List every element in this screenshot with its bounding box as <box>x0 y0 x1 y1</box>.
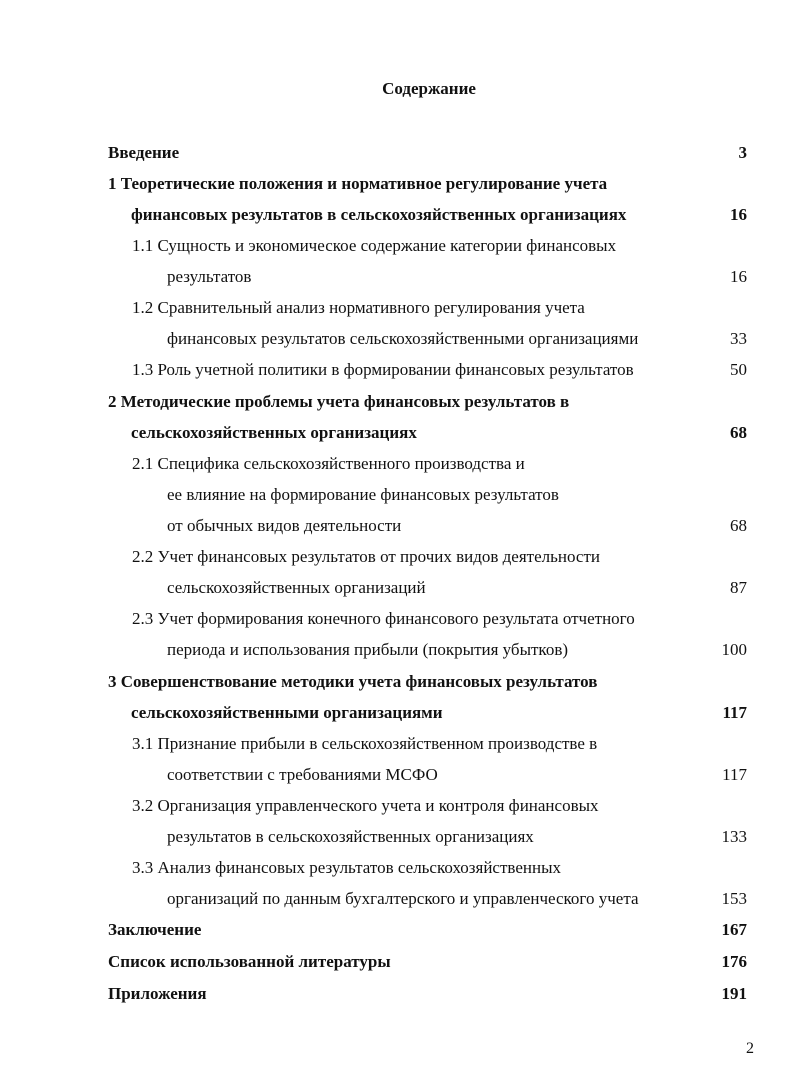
toc-entry-text: 1.3 Роль учетной политики в формировании финансовых результатов <box>132 360 634 379</box>
toc-entry-page: 167 <box>721 920 747 939</box>
toc-entry-2-3-cont <box>0 640 795 664</box>
toc-entry-text: сельскохозяйственными организациями <box>131 703 443 722</box>
toc-entry-text: 3 Совершенствование методики учета финансовых результатов <box>108 672 598 691</box>
toc-entry-text: Заключение <box>108 920 202 939</box>
toc-entry-text: организаций по данным бухгалтерского и управленческого учета <box>167 889 639 908</box>
toc-entry-text: 3.3 Анализ финансовых результатов сельскохозяйственных <box>132 858 561 877</box>
toc-entry-introduction <box>0 143 795 167</box>
toc-entry-text: периода и использования прибыли (покрытия убытков) <box>167 640 569 659</box>
toc-entry-page: 50 <box>730 360 747 379</box>
toc-entry-chapter-1 <box>0 174 795 198</box>
toc-entry-chapter-3-cont <box>0 703 795 727</box>
toc-entry-text: 1.2 Сравнительный анализ нормативного регулирования учета <box>132 298 585 317</box>
toc-entry-1-2-cont <box>0 329 795 353</box>
toc-entry-text: финансовых результатов в сельскохозяйственных организациях <box>131 205 627 224</box>
toc-entry-page: 16 <box>730 267 747 286</box>
toc-entry-text: финансовых результатов сельскохозяйственными организациями <box>167 329 639 348</box>
toc-entry-3-2-cont <box>0 827 795 851</box>
toc-entry-2-1-cont <box>0 516 795 540</box>
toc-entry-page: 153 <box>721 889 747 908</box>
toc-entry-text: Приложения <box>108 984 207 1003</box>
toc-entry-2-1-cont <box>0 485 795 509</box>
toc-entry-2-2 <box>0 547 795 571</box>
toc-entry-text: сельскохозяйственных организациях <box>131 423 417 442</box>
toc-entry-page: 33 <box>730 329 747 348</box>
toc-entry-2-2-cont <box>0 578 795 602</box>
toc-entry-text: 2.3 Учет формирования конечного финансового результата отчетного <box>132 609 635 628</box>
toc-entry-page: 100 <box>721 640 747 659</box>
toc-entry-page: 68 <box>730 516 747 535</box>
toc-entry-chapter-3 <box>0 672 795 696</box>
toc-entry-1-3 <box>0 360 795 384</box>
toc-entry-page: 133 <box>721 827 747 846</box>
toc-entry-3-1-cont <box>0 765 795 789</box>
toc-entry-text: соответствии с требованиями МСФО <box>167 765 438 784</box>
toc-entry-bibliography <box>0 952 795 976</box>
toc-entry-2-1 <box>0 454 795 478</box>
toc-entry-text: 1.1 Сущность и экономическое содержание категории финансовых <box>132 236 617 255</box>
toc-entry-text: результатов в сельскохозяйственных организациях <box>167 827 534 846</box>
toc-entry-chapter-1-cont <box>0 205 795 229</box>
toc-entry-chapter-2 <box>0 392 795 416</box>
toc-entry-2-3 <box>0 609 795 633</box>
toc-entry-3-1 <box>0 734 795 758</box>
toc-entry-page: 68 <box>730 423 747 442</box>
toc-entry-text: 2.1 Специфика сельскохозяйственного производства и <box>132 454 525 473</box>
toc-entry-text: результатов <box>167 267 252 286</box>
toc-entry-page: 3 <box>738 143 747 162</box>
toc-entry-text: 3.2 Организация управленческого учета и контроля финансовых <box>132 796 599 815</box>
toc-entry-text: Список использованной литературы <box>108 952 391 971</box>
toc-entry-text: Введение <box>108 143 180 162</box>
toc-entry-text: 1 Теоретические положения и нормативное регулирование учета <box>108 174 608 193</box>
toc-entry-page: 176 <box>721 952 747 971</box>
toc-entry-1-2 <box>0 298 795 322</box>
toc-entry-3-2 <box>0 796 795 820</box>
toc-entry-text: 3.1 Признание прибыли в сельскохозяйственном производстве в <box>132 734 598 753</box>
toc-entry-1-1-cont <box>0 267 795 291</box>
toc-entry-1-1 <box>0 236 795 260</box>
toc-entry-appendices <box>0 984 795 1008</box>
toc-entry-chapter-2-cont <box>0 423 795 447</box>
page-number: 2 <box>746 1040 754 1057</box>
toc-entry-page: 117 <box>722 703 747 722</box>
toc-entry-page: 117 <box>722 765 747 784</box>
toc-entry-conclusion <box>0 920 795 944</box>
toc-entry-text: 2 Методические проблемы учета финансовых результатов в <box>108 392 570 411</box>
toc-entry-text: сельскохозяйственных организаций <box>167 578 426 597</box>
toc-entry-text: ее влияние на формирование финансовых результатов <box>167 485 559 504</box>
toc-entry-3-3 <box>0 858 795 882</box>
toc-entry-text: 2.2 Учет финансовых результатов от прочих видов деятельности <box>132 547 600 566</box>
toc-entry-text: от обычных видов деятельности <box>167 516 402 535</box>
page-title: Содержание <box>382 79 476 98</box>
toc-entry-page: 87 <box>730 578 747 597</box>
toc-entry-3-3-cont <box>0 889 795 913</box>
toc-entry-page: 191 <box>721 984 747 1003</box>
toc-entry-page: 16 <box>730 205 747 224</box>
